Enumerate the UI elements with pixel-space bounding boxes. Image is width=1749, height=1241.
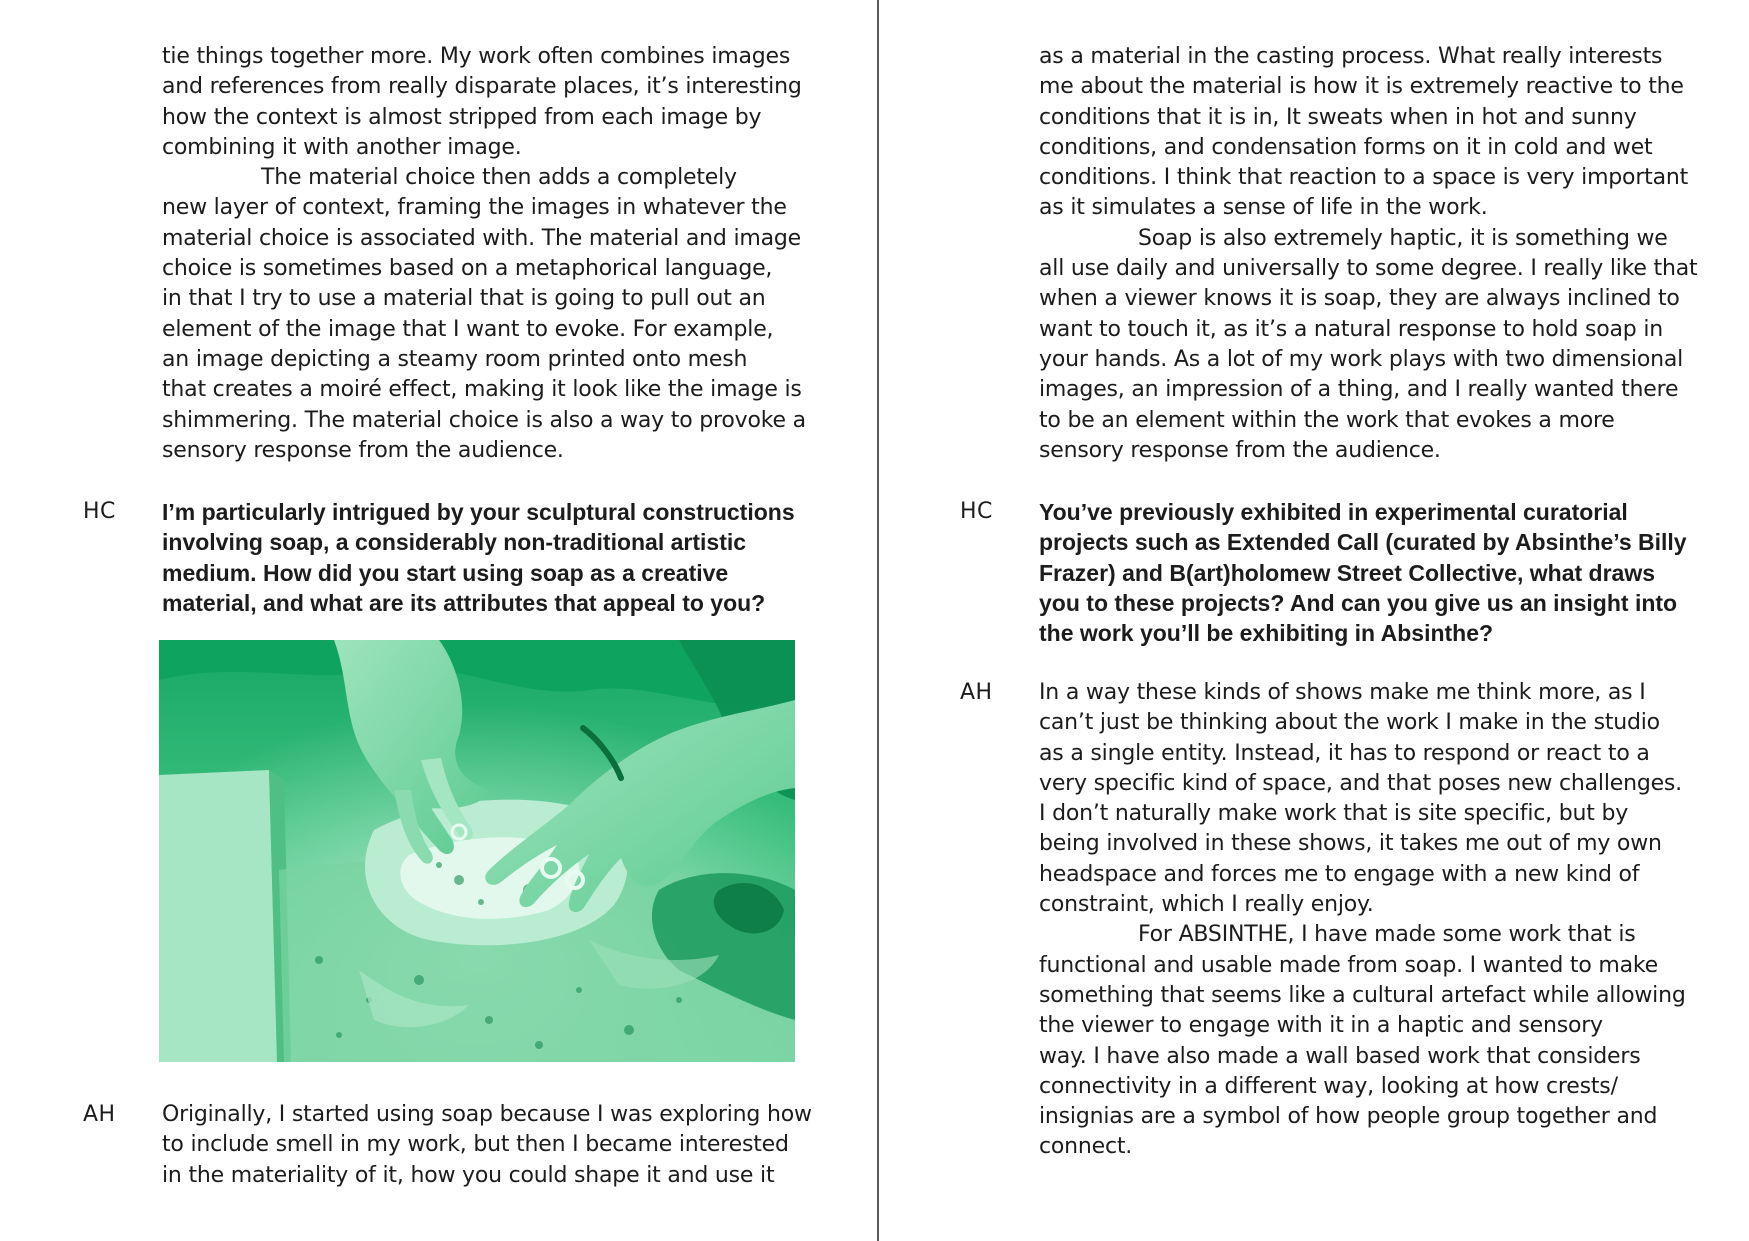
text-line: and references from really disparate places, it’s interesting — [162, 74, 802, 100]
text-line: as a single entity. Instead, it has to respond or react to a — [1039, 740, 1650, 766]
question-line: Frazer) and B(art)holomew Street Collective, what draws — [1039, 559, 1656, 586]
speaker-label-hc: HC — [83, 499, 116, 524]
text-line: want to touch it, as it’s a natural response to hold soap in — [1039, 316, 1664, 342]
question-line: material, and what are its attributes that appeal to you? — [162, 589, 766, 616]
text-line: as a material in the casting process. What really interests — [1039, 44, 1663, 69]
text-line: as it simulates a sense of life in the work. — [1039, 195, 1488, 221]
question-line: projects such as Extended Call (curated by Absinthe’s Billy — [1039, 529, 1687, 556]
text-line: can’t just be thinking about the work I make in the studio — [1039, 710, 1660, 736]
question-line: the work you’ll be exhibiting in Absinthe? — [1039, 620, 1494, 647]
text-line: element of the image that I want to evoke. For example, — [162, 316, 774, 342]
text-line: material choice is associated with. The material and image — [162, 225, 801, 251]
photo-illustration — [159, 640, 795, 1062]
text-line: to include smell in my work, but then I became interested — [162, 1132, 789, 1158]
text-line: Originally, I started using soap because I was exploring how — [162, 1102, 812, 1127]
question-line: medium. How did you start using soap as a creative — [162, 559, 729, 586]
interview-question-projects — [1039, 497, 1687, 648]
text-line: shimmering. The material choice is also a way to provoke a — [162, 407, 806, 433]
text-line: For ABSINTHE, I have made some work that is — [1138, 922, 1636, 948]
text-line: combining it with another image. — [162, 134, 522, 160]
text-line: sensory response from the audience. — [1039, 437, 1441, 463]
speaker-label-ah: AH — [960, 680, 993, 705]
text-line: sensory response from the audience. — [162, 437, 564, 463]
text-line: very specific kind of space, and that poses new challenges. — [1039, 770, 1682, 796]
interview-question-soap — [162, 497, 795, 618]
text-line: in the materiality of it, how you could shape it and use it — [162, 1162, 775, 1188]
speaker-label-hc: HC — [960, 499, 993, 524]
interview-answer-projects — [1039, 678, 1686, 1163]
text-line: functional and usable made from soap. I wanted to make — [1039, 952, 1658, 978]
text-line: me about the material is how it is extremely reactive to the — [1039, 74, 1684, 100]
text-line: choice is sometimes based on a metaphorical language, — [162, 256, 773, 282]
text-line: The material choice then adds a completely — [261, 165, 737, 191]
text-line: conditions that it is in, It sweats when in hot and sunny — [1039, 104, 1637, 130]
text-line: tie things together more. My work often combines images — [162, 44, 791, 69]
text-line: constraint, which I really enjoy. — [1039, 892, 1374, 918]
text-line: the viewer to engage with it in a haptic and sensory — [1039, 1013, 1603, 1039]
text-line: conditions. I think that reaction to a space is very important — [1039, 165, 1689, 191]
text-line: connect. — [1039, 1134, 1133, 1160]
text-line: something that seems like a cultural artefact while allowing — [1039, 982, 1686, 1008]
question-line: involving soap, a considerably non-traditional artistic — [162, 529, 747, 556]
text-line: to be an element within the work that evokes a more — [1039, 407, 1615, 433]
question-line: You’ve previously exhibited in experimental curatorial — [1039, 499, 1628, 525]
soap-hands-photo — [159, 640, 795, 1062]
question-line: I’m particularly intrigued by your sculptural constructions — [162, 499, 795, 525]
text-line: way. I have also made a wall based work that considers — [1039, 1043, 1641, 1069]
text-line: conditions, and condensation forms on it in cold and wet — [1039, 134, 1653, 160]
text-line: new layer of context, framing the images in whatever the — [162, 195, 787, 221]
question-line: you to these projects? And can you give us an insight into — [1039, 589, 1678, 616]
left-continued-paragraph — [162, 42, 806, 466]
speaker-label-ah: AH — [83, 1102, 116, 1127]
text-line: when a viewer knows it is soap, they are always inclined to — [1039, 286, 1680, 312]
text-line: in that I try to use a material that is going to pull out an — [162, 286, 766, 312]
interview-answer-soap-start — [162, 1100, 812, 1191]
text-line: insignias are a symbol of how people group together and — [1039, 1104, 1658, 1130]
text-line: headspace and forces me to engage with a new kind of — [1039, 861, 1640, 887]
text-line: that creates a moiré effect, making it look like the image is — [162, 377, 802, 403]
text-line: all use daily and universally to some degree. I really like that — [1039, 256, 1698, 282]
text-line: connectivity in a different way, looking at how crests/ — [1039, 1073, 1618, 1099]
text-line: I don’t naturally make work that is site specific, but by — [1039, 801, 1629, 827]
text-line: being involved in these shows, it takes me out of my own — [1039, 831, 1662, 857]
text-line: your hands. As a lot of my work plays with two dimensional — [1039, 346, 1684, 372]
text-line: an image depicting a steamy room printed onto mesh — [162, 346, 748, 372]
text-line: Soap is also extremely haptic, it is something we — [1138, 225, 1668, 251]
text-line: how the context is almost stripped from each image by — [162, 104, 762, 130]
text-line: In a way these kinds of shows make me think more, as I — [1039, 680, 1646, 705]
text-line: images, an impression of a thing, and I really wanted there — [1039, 377, 1679, 403]
page-gutter-divider — [877, 0, 879, 1241]
right-continued-paragraph — [1039, 42, 1697, 466]
